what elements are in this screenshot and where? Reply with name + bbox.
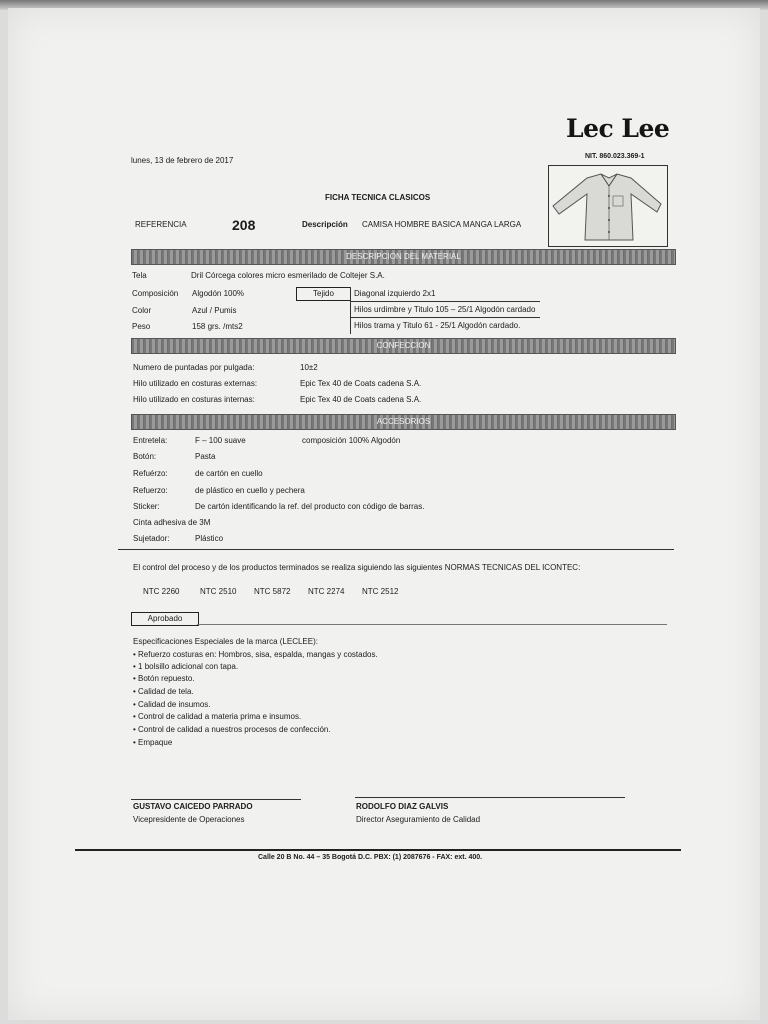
tejido-row-line-2 (350, 317, 540, 318)
costuras-internas-value: Epic Tex 40 de Coats cadena S.A. (300, 395, 422, 404)
section-divider (118, 549, 674, 550)
norma-ntc-5872: NTC 5872 (254, 587, 291, 596)
color-label: Color (132, 306, 152, 315)
tejido-value-3: Hilos trama y Titulo 61 - 25/1 Algodón cardado. (354, 321, 521, 330)
approval-line (197, 624, 667, 625)
puntadas-label: Numero de puntadas por pulgada: (133, 363, 255, 372)
refuerzo-value-2: de plástico en cuello y pechera (195, 486, 305, 495)
especificacion-item: • Botón repuesto. (133, 674, 195, 683)
firma-1-name: GUSTAVO CAICEDO PARRADO (133, 802, 253, 811)
norma-ntc-2512: NTC 2512 (362, 587, 399, 596)
section-title-confeccion: CONFECCION (376, 341, 431, 350)
refuerzo-value-1: de cartón en cuello (195, 469, 263, 478)
especificacion-item: • Empaque (133, 738, 173, 747)
especificaciones-title: Especificaciones Especiales de la marca (LECLEE): (133, 637, 318, 646)
tejido-row-line-1 (350, 301, 540, 302)
footer-address: Calle 20 B No. 44 – 35 Bogotá D.C. PBX: (1) 2087676 - FAX: ext. 400. (258, 854, 483, 861)
especificacion-item: • Control de calidad a nuestros procesos de confección. (133, 725, 331, 734)
product-photo (548, 165, 668, 247)
boton-value: Pasta (195, 452, 216, 461)
tela-label: Tela (132, 271, 147, 280)
firma-2-title: Director Aseguramiento de Calidad (356, 815, 481, 824)
costuras-internas-label: Hilo utilizado en costuras internas: (133, 395, 255, 404)
costuras-externas-value: Epic Tex 40 de Coats cadena S.A. (300, 379, 422, 388)
approval-status-box: Aprobado (131, 612, 199, 626)
sujetador-value: Plástico (195, 534, 224, 543)
sujetador-label: Sujetador: (133, 534, 170, 543)
descripcion-value: CAMISA HOMBRE BASICA MANGA LARGA (362, 220, 522, 229)
tela-value: Dril Córcega colores micro esmerilado de Coltejer S.A. (191, 271, 385, 280)
normas-intro: El control del proceso y de los productos terminados se realiza siguiendo las siguientes NORMAS TECNICAS DEL ICONTEC: (133, 563, 581, 572)
especificacion-item: • Control de calidad a materia prima e insumos. (133, 712, 302, 721)
footer-rule (75, 849, 681, 851)
firma-1-title: Vicepresidente de Operaciones (133, 815, 245, 824)
tejido-value-1: Diagonal izquierdo 2x1 (354, 289, 436, 298)
norma-ntc-2260: NTC 2260 (143, 587, 180, 596)
peso-label: Peso (132, 322, 151, 331)
brand-logo: Lec Lee (566, 114, 670, 143)
composicion-label: Composición (132, 289, 179, 298)
tejido-value-2: Hilos urdimbre y Titulo 105 – 25/1 Algodón cardado (354, 305, 536, 314)
color-value: Azul / Pumis (192, 306, 237, 315)
section-title-material: DESCRIPCION DEL MATERIAL (346, 252, 461, 261)
peso-value: 158 grs. /mts2 (192, 322, 243, 331)
referencia-value: 208 (232, 217, 256, 233)
section-title-accesorios: ACCESORIOS (376, 417, 431, 426)
especificacion-item: • Refuerzo costuras en: Hombros, sisa, espalda, mangas y costados. (133, 650, 378, 659)
norma-ntc-2274: NTC 2274 (308, 587, 345, 596)
costuras-externas-label: Hilo utilizado en costuras externas: (133, 379, 258, 388)
boton-label: Botón: (133, 452, 157, 461)
especificacion-item: • Calidad de tela. (133, 687, 194, 696)
document-page (8, 8, 760, 1020)
especificacion-item: • 1 bolsillo adicional con tapa. (133, 662, 239, 671)
descripcion-label: Descripción (302, 220, 348, 229)
brand-nit: NIT. 860.023.369-1 (585, 153, 645, 160)
section-bar-confeccion (131, 338, 676, 354)
firma-2-name: RODOLFO DIAZ GALVIS (356, 802, 449, 811)
section-bar-material (131, 249, 676, 265)
document-title: FICHA TECNICA CLASICOS (325, 193, 431, 202)
signature-line-1 (131, 799, 301, 800)
cinta-adhesiva: Cinta adhesiva de 3M (133, 518, 211, 527)
signature-line-2 (355, 797, 625, 798)
tejido-divider (350, 287, 351, 334)
section-bar-accesorios (131, 414, 676, 430)
document-date: lunes, 13 de febrero de 2017 (131, 156, 234, 165)
sticker-value: De cartón identificando la ref. del producto con código de barras. (195, 502, 425, 511)
norma-ntc-2510: NTC 2510 (200, 587, 237, 596)
refuerzo-label-1: Refuérzo: (133, 469, 168, 478)
referencia-label: REFERENCIA (135, 220, 187, 229)
refuerzo-label-2: Refuerzo: (133, 486, 168, 495)
entretela-label: Entretela: (133, 436, 168, 445)
composicion-value: Algodón 100% (192, 289, 245, 298)
puntadas-value: 10±2 (300, 363, 318, 372)
especificacion-item: • Calidad de insumos. (133, 700, 211, 709)
shirt-icon (549, 166, 667, 246)
sticker-label: Sticker: (133, 502, 160, 511)
tejido-label: Tejido (296, 287, 351, 301)
entretela-value: F – 100 suave (195, 436, 246, 445)
entretela-composicion: composición 100% Algodón (302, 436, 401, 445)
